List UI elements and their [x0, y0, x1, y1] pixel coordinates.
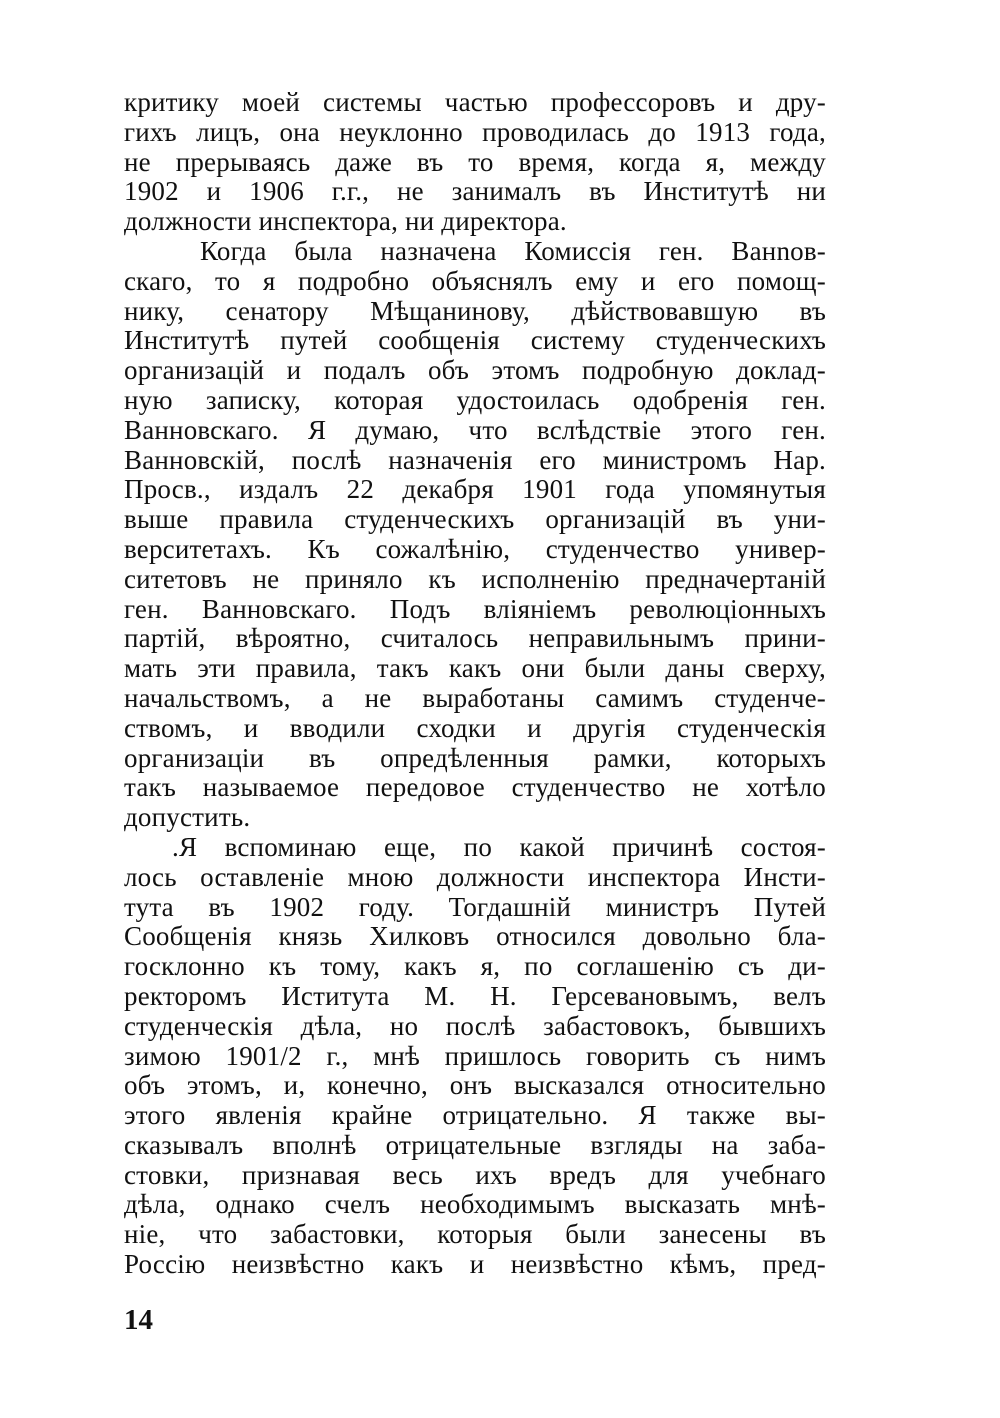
text-line: Просв., издалъ 22 декабря 1901 года упомянутыя — [124, 474, 826, 505]
text-line: скаго, то я подробно объяснялъ ему и его помощ- — [124, 265, 826, 296]
text-line: начальствомъ, а не выработаны самимъ студенче- — [124, 682, 826, 713]
text-line: Институтѣ путей сообщенія систему студенческихъ — [124, 325, 826, 356]
text-line: тута въ 1902 году. Тогдашній министръ Путей — [124, 891, 826, 922]
page-number: 14 — [124, 1304, 153, 1336]
text-line: Сообщенія князь Хилковъ относился довольно бла- — [124, 921, 826, 952]
text-line: организаціи въ опредѣленныя рамки, которыхъ — [124, 742, 826, 773]
text-line: мать эти правила, такъ какъ они были даны сверху, — [124, 653, 826, 684]
text-line: объ этомъ, и, конечно, онъ высказался относительно — [124, 1070, 826, 1101]
text-line: организацій и подалъ объ этомъ подробную доклад- — [124, 355, 826, 386]
text-line: нику, сенатору Мѣщанинову, дѣйствовавшую въ — [124, 295, 826, 326]
text-line: партій, вѣроятно, считалось неправильнымъ прини- — [124, 623, 826, 654]
text-line: ніе, что забастовки, которыя были занесены въ — [124, 1219, 826, 1250]
text-line: Россію неизвѣстно какъ и неизвѣстно кѣмъ, пред- — [124, 1249, 826, 1280]
text-line: гихъ лицъ, она неуклонно проводилась до 1913 года, — [124, 116, 826, 147]
text-line: дѣла, однако счелъ необходимымъ высказать мнѣ- — [124, 1189, 826, 1220]
text-line: ген. Ванновскаго. Подъ вліяніемъ революціонныхъ — [124, 593, 826, 624]
text-line: такъ называемое передовое студенчество не хотѣло — [124, 772, 826, 803]
page-text-block — [124, 88, 826, 1280]
text-line: зимою 1901/2 г., мнѣ пришлось говорить съ нимъ — [124, 1040, 826, 1071]
text-line: сказывалъ вполнѣ отрицательные взгляды на заба- — [124, 1129, 826, 1160]
text-line: стовки, признавая весь ихъ вредъ для учебнаго — [124, 1159, 826, 1190]
text-line: Ванновскаго. Я думаю, что вслѣдствіе этого ген. — [124, 414, 826, 445]
text-line: Когда была назначена Комиссія ген. Ванnов- — [200, 235, 826, 266]
text-line: Ванновскій, послѣ назначенія его министромъ Нар. — [124, 444, 826, 475]
text-line: допустить. — [124, 802, 251, 833]
text-line: студенческія дѣла, но послѣ забастовокъ, бывшихъ — [124, 1010, 826, 1041]
text-line: должности инспектора, ни директора. — [124, 206, 567, 237]
text-line: ситетовъ не приняло къ исполненію предначертаній — [124, 563, 826, 594]
text-line: выше правила студенческихъ организацій въ уни- — [124, 504, 826, 535]
text-line: 1902 и 1906 г.г., не занималъ въ Институтѣ ни — [124, 176, 826, 207]
text-line: госклонно къ тому, какъ я, по соглашенію съ ди- — [124, 951, 826, 982]
text-line: критику моей системы частью профессоровъ и дру- — [124, 87, 826, 117]
text-line: ствомъ, и вводили сходки и другія студенческія — [124, 712, 826, 743]
text-line: этого явленія крайне отрицательно. Я также вы- — [124, 1100, 826, 1131]
text-line: ную записку, которая удостоилась одобренія ген. — [124, 384, 826, 415]
text-line: не прерываясь даже въ то время, когда я, между — [124, 146, 826, 177]
text-line: лось оставленіе мною должности инспектора Инсти- — [124, 861, 826, 892]
text-line: ректоромъ Иститута М. Н. Герсевановымъ, велъ — [124, 980, 826, 1011]
text-line: верситетахъ. Къ сожалѣнію, студенчество универ- — [124, 533, 826, 564]
text-line: .Я вспоминаю еще, по какой причинѣ состоя- — [172, 831, 826, 862]
